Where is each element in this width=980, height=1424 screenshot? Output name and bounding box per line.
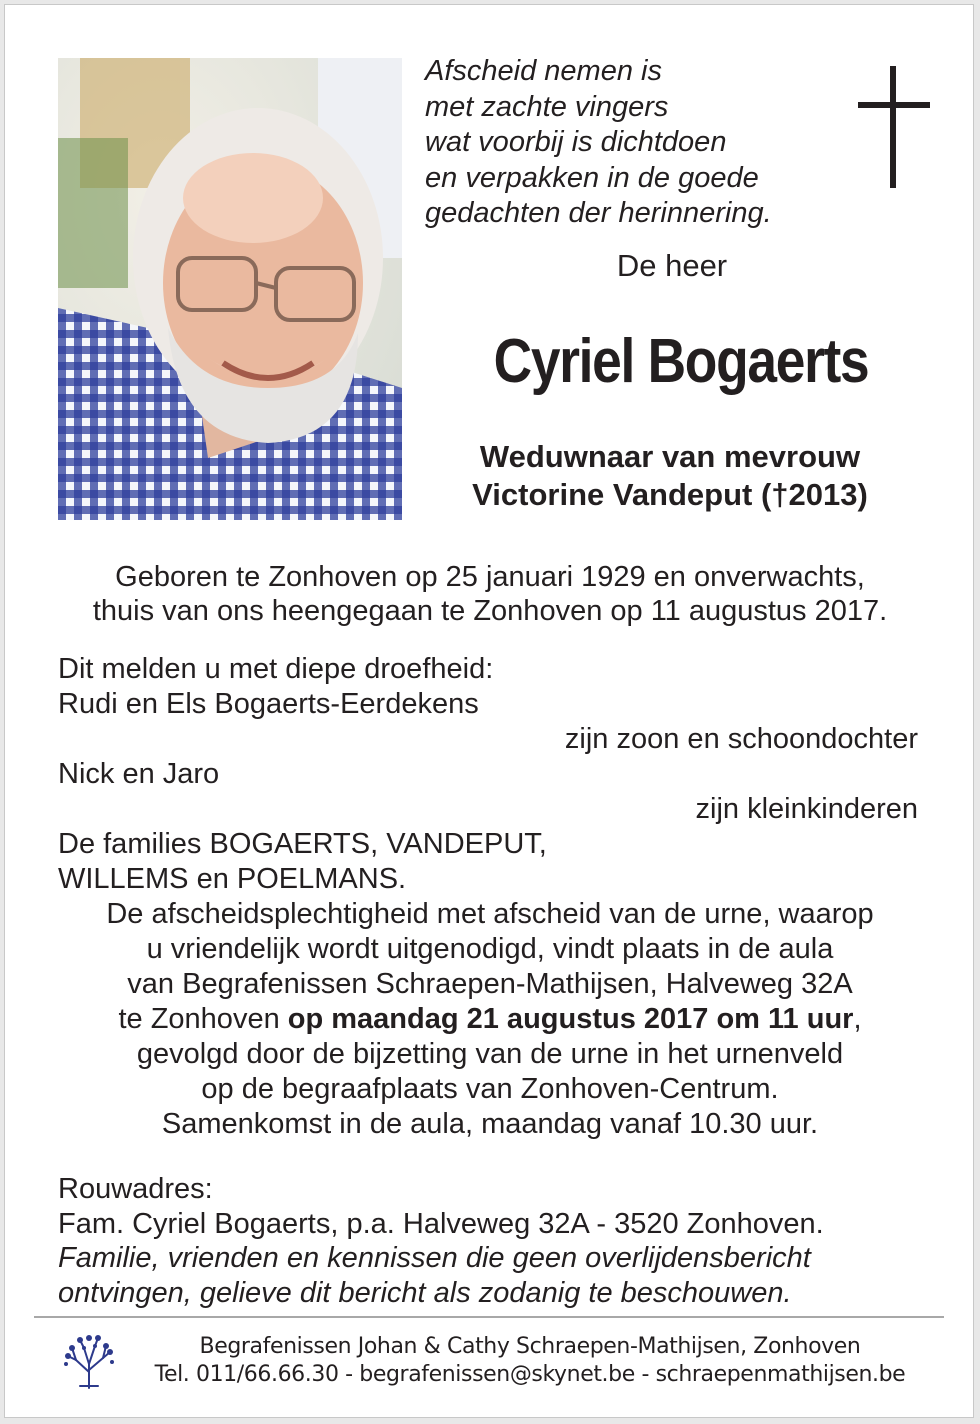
widower-of	[420, 438, 920, 514]
ceremony-line-5: gevolgd door de bijzetting van de urne in het urnenveld	[136, 1038, 844, 1070]
grandchildren-names: Nick en Jaro	[58, 758, 220, 790]
poem-line: wat voorbij is dichtdoen	[425, 126, 727, 158]
poem	[425, 54, 772, 232]
announcement-intro: Dit melden u met diepe droefheid:	[58, 653, 494, 685]
birth-line-1: Geboren te Zonhoven op 25 januari 1929 en onverwachts,	[115, 561, 865, 593]
footer-contact: Tel. 011/66.66.30 - begrafenissen@skynet.be - schraepenmathijsen.be	[154, 1362, 906, 1387]
ceremony-date: op maandag 21 augustus 2017 om 11 uur	[287, 1003, 854, 1035]
address-note-2: ontvingen, gelieve dit bericht als zodanig te beschouwen.	[58, 1277, 792, 1309]
address-line: Fam. Cyriel Bogaerts, p.a. Halveweg 32A - 3520 Zonhoven.	[58, 1208, 824, 1240]
poem-line: en verpakken in de goede	[425, 161, 759, 194]
ceremony-line-7: Samenkomst in de aula, maandag vanaf 10.30 uur.	[161, 1108, 819, 1140]
ceremony-line-1: De afscheidsplechtigheid met afscheid van de urne, waarop	[106, 898, 874, 930]
families-line-2: WILLEMS en POELMANS.	[58, 863, 407, 895]
ceremony-line-3: van Begrafenissen Schraepen-Mathijsen, Halveweg 32A	[127, 968, 853, 1000]
poem-line: met zachte vingers	[425, 90, 669, 123]
widow-line-1: Weduwnaar van mevrouw	[479, 439, 861, 474]
ceremony-line-4	[0, 1002, 980, 1037]
cross-icon	[858, 66, 930, 188]
ceremony-line-2: u vriendelijk wordt uitgenodigd, vindt plaats in de aula	[146, 933, 834, 965]
footer-divider	[34, 1316, 944, 1318]
widow-line-2: Victorine Vandeput (†2013)	[472, 477, 868, 512]
ceremony-line-6: op de begraafplaats van Zonhoven-Centrum.	[201, 1073, 779, 1105]
address-label: Rouwadres:	[58, 1173, 213, 1205]
honorific: De heer	[616, 248, 728, 283]
son-relation: zijn zoon en schoondochter	[564, 723, 918, 755]
tree-logo-icon	[62, 1334, 116, 1390]
ceremony-suffix: ,	[853, 1003, 862, 1035]
portrait-photo	[58, 58, 402, 520]
deceased-name: Cyriel Bogaerts	[493, 327, 869, 396]
poem-line: Afscheid nemen is	[425, 55, 662, 87]
son-names: Rudi en Els Bogaerts-Eerdekens	[58, 688, 479, 720]
grandchildren-relation: zijn kleinkinderen	[695, 793, 918, 825]
ceremony-prefix: te Zonhoven	[118, 1003, 288, 1035]
birth-line-2: thuis van ons heengegaan te Zonhoven op 11 augustus 2017.	[92, 595, 888, 627]
footer-company: Begrafenissen Johan & Cathy Schraepen-Mathijsen, Zonhoven	[199, 1334, 861, 1359]
poem-line: gedachten der herinnering.	[425, 197, 772, 229]
address-note-1: Familie, vrienden en kennissen die geen overlijdensbericht	[58, 1242, 811, 1274]
families-line-1: De families BOGAERTS, VANDEPUT,	[58, 828, 547, 860]
